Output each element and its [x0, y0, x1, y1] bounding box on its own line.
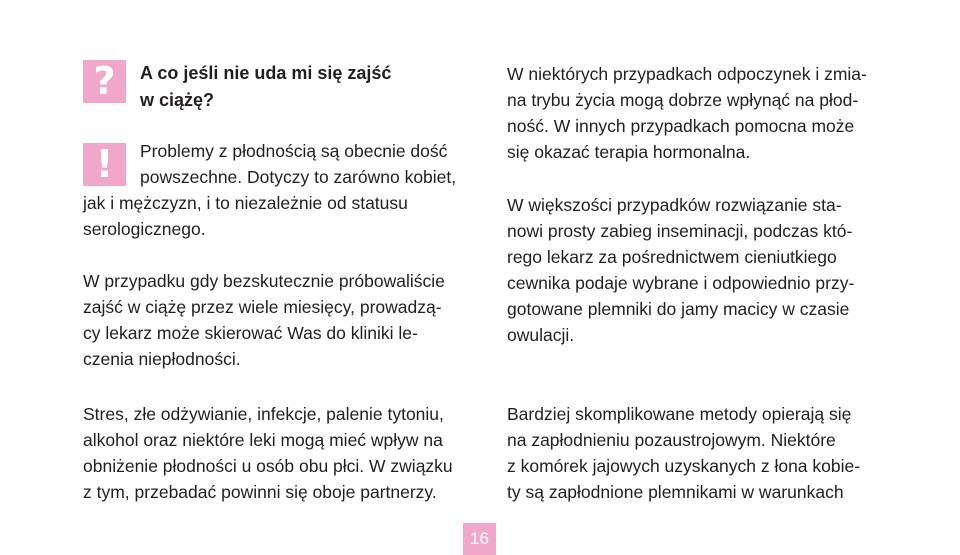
- text-line: z tym, przebadać powinni się oboje partnerzy.: [83, 482, 437, 502]
- text-line: jak i mężczyzn, i to niezależnie od statusu: [83, 193, 408, 213]
- question-heading-line: w ciążę?: [140, 90, 215, 110]
- text-line: serologicznego.: [83, 219, 206, 239]
- text-line: się okazać terapia hormonalna.: [507, 142, 751, 162]
- text-line: ty są zapłodnione plemnikami w warunkach: [507, 482, 844, 502]
- text-line: ność. W innych przypadkach pomocna może: [507, 116, 855, 136]
- text-line: rego lekarz za pośrednictwem cieniutkiego: [507, 247, 837, 267]
- text-line: zajść w ciążę przez wiele miesięcy, prowadzą-: [83, 297, 442, 317]
- page-number: 16: [463, 523, 496, 555]
- text-line: alkohol oraz niektóre leki mogą mieć wpływ na: [83, 430, 443, 450]
- text-line: powszechne. Dotyczy to zarówno kobiet,: [140, 167, 457, 187]
- text-line: obniżenie płodności u osób obu płci. W związku: [83, 456, 453, 476]
- text-line: Stres, złe odżywianie, infekcje, palenie tytoniu,: [83, 404, 444, 424]
- text-line: W przypadku gdy bezskutecznie próbowaliście: [83, 271, 445, 291]
- text-line: cewnika podaje wybrane i odpowiednio przy-: [507, 273, 855, 293]
- text-line: W niektórych przypadkach odpoczynek i zmia-: [507, 64, 867, 84]
- text-line: z komórek jajowych uzyskanych z łona kobie-: [507, 456, 861, 476]
- text-line: czenia niepłodności.: [83, 349, 241, 369]
- text-line: na trybu życia mogą dobrze wpłynąć na płod-: [507, 90, 859, 110]
- text-line: Bardziej skomplikowane metody opierają się: [507, 404, 852, 424]
- text-line: owulacji.: [507, 325, 575, 345]
- question-heading-line: A co jeśli nie uda mi się zajść: [140, 63, 392, 83]
- text-line: na zapłodnieniu pozaustrojowym. Niektóre: [507, 430, 836, 450]
- text-line: gotowane plemniki do jamy macicy w czasie: [507, 299, 850, 319]
- text-line: W większości przypadków rozwiązanie sta-: [507, 195, 842, 215]
- text-line: Problemy z płodnością są obecnie dość: [140, 141, 448, 161]
- exclamation-mark-icon: !: [83, 143, 126, 186]
- text-line: cy lekarz może skierować Was do kliniki le-: [83, 323, 418, 343]
- question-mark-icon: ?: [83, 60, 126, 103]
- text-line: nowi prosty zabieg inseminacji, podczas któ-: [507, 221, 853, 241]
